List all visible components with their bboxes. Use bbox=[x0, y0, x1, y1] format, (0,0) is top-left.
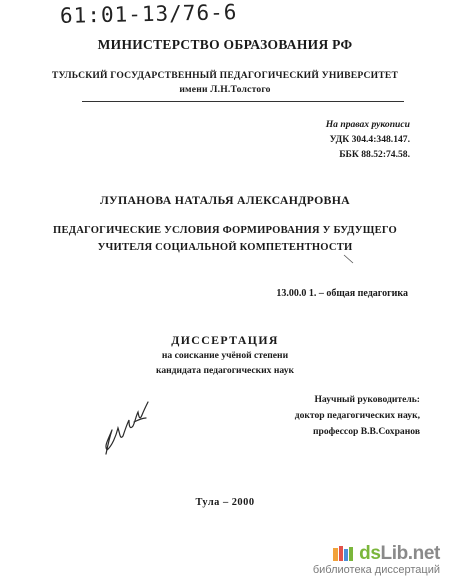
supervisor-degree: доктор педагогических наук, bbox=[294, 410, 420, 421]
dslib-logo-rest: Lib.net bbox=[380, 543, 440, 564]
degree-line-2: кандидата педагогических наук bbox=[155, 365, 295, 376]
pen-stroke-mark bbox=[343, 254, 355, 266]
bbk-code: ББК 88.52:74.58. bbox=[339, 149, 410, 160]
handwritten-signature bbox=[98, 396, 158, 460]
thesis-title-line-2: УЧИТЕЛЯ СОЦИАЛЬНОЙ КОМПЕТЕНТНОСТИ bbox=[97, 242, 353, 253]
dslib-caption: библиотека диссертаций bbox=[312, 564, 440, 576]
dissertation-heading: ДИССЕРТАЦИЯ bbox=[171, 333, 279, 347]
handwritten-archive-code: 61:01-13/76-6 bbox=[59, 0, 238, 28]
dslib-watermark[interactable] bbox=[313, 544, 440, 576]
udk-code: УДК 304.4:348.147. bbox=[329, 134, 410, 145]
header-divider bbox=[82, 101, 404, 102]
dslib-logo-ds: ds bbox=[359, 543, 381, 564]
university-named-after: имени Л.Н.Толстого bbox=[179, 84, 271, 95]
books-logo-icon bbox=[332, 546, 354, 562]
supervisor-name: профессор В.В.Сохранов bbox=[313, 426, 420, 437]
author-name: ЛУПАНОВА НАТАЛЬЯ АЛЕКСАНДРОВНА bbox=[99, 193, 351, 207]
supervisor-role: Научный руководитель: bbox=[314, 394, 420, 405]
dslib-logo bbox=[359, 544, 440, 563]
degree-line-1: на соискание учёной степени bbox=[161, 350, 289, 361]
manuscript-rights-note: На правах рукописи bbox=[325, 119, 410, 130]
ministry-heading: МИНИСТЕРСТВО ОБРАЗОВАНИЯ РФ bbox=[97, 37, 353, 52]
thesis-title-line-1: ПЕДАГОГИЧЕСКИЕ УСЛОВИЯ ФОРМИРОВАНИЯ У БУДУЩЕГО bbox=[53, 225, 397, 236]
city-and-year: Тула – 2000 bbox=[195, 497, 255, 508]
specialty-code: 13.00.0 1. – общая педагогика bbox=[276, 288, 408, 299]
university-name: ТУЛЬСКИЙ ГОСУДАРСТВЕННЫЙ ПЕДАГОГИЧЕСКИЙ УНИВЕРСИТЕТ bbox=[51, 70, 399, 81]
